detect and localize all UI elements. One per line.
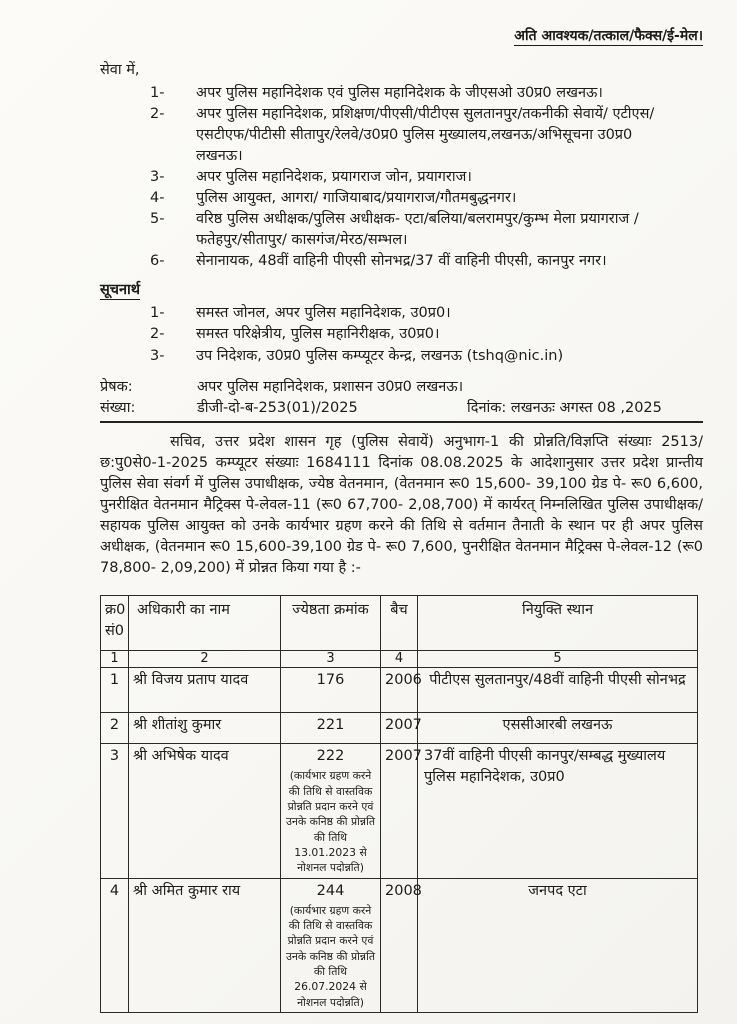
header-posting: नियुक्ति स्थान (418, 595, 698, 650)
cell-name: श्री शीतांशु कुमार (129, 713, 281, 744)
sender-row (100, 377, 703, 398)
item-text: अपर पुलिस महानिदेशक, प्रशिक्षण/पीएसी/पीटीएस सुलतानपुर/तकनीकी सेवायें/ एटीएस/एसटीएफ/पीटीसी सीतापुर/रेलवे/उ0प्र0 पुलिस मुख्यालय,लखनऊ/अभिसूचना उ0प्र0 लखनऊ। (196, 106, 655, 165)
address-list (150, 83, 703, 272)
header-serial: क्र0 सं0 (101, 595, 129, 650)
cell-posting: एससीआरबी लखनऊ (418, 713, 698, 744)
item-text: अपर पुलिस महानिदेशक, प्रयागराज जोन, प्रयागराज। (196, 169, 472, 186)
cell-seniority (281, 744, 381, 878)
cell-serial: 3 (101, 744, 129, 878)
item-text: उप निदेशक, उ0प्र0 पुलिस कम्प्यूटर केन्द्र, लखनऊ (tshq@nic.in) (196, 347, 564, 364)
item-number: 2- (150, 106, 165, 123)
cell-posting: पीटीएस सुलतानपुर/48वीं वाहिनी पीएसी सोनभद्र (418, 668, 698, 713)
number-label: संख्या: (100, 399, 136, 416)
address-item (150, 251, 703, 272)
cell-posting: जनपद एटा (418, 878, 698, 1012)
seniority-number: 176 (316, 672, 345, 689)
item-text: अपर पुलिस महानिदेशक एवं पुलिस महानिदेशक के जीएसओ उ0प्र0 लखनऊ। (196, 85, 603, 102)
seniority-note: (कार्यभार ग्रहण करने की तिथि से वास्तविक प्रोन्नति प्रदान करने एवं उनके कनिष्ठ की प्रोन्नति की तिथि 13.01.2023 से नोशनल पदोन्नति) (285, 769, 376, 875)
seniority-number: 221 (316, 717, 345, 734)
priority-text: अति आवश्यक/तत्काल/फैक्स/ई-मेल। (514, 28, 703, 44)
table-header-row (101, 595, 698, 650)
number-row (100, 398, 703, 423)
column-number-row (101, 650, 698, 668)
table-row (101, 668, 698, 713)
cell-batch: 2008 (381, 878, 418, 1012)
header-name: अधिकारी का नाम (129, 595, 281, 650)
cell-batch: 2007 (381, 713, 418, 744)
cell-batch: 2006 (381, 668, 418, 713)
item-number: 3- (150, 347, 165, 364)
address-item (150, 188, 703, 209)
sender-value: अपर पुलिस महानिदेशक, प्रशासन उ0प्र0 लखनऊ। (197, 378, 464, 395)
column-number: 4 (381, 650, 418, 668)
address-item (150, 104, 703, 167)
column-number: 2 (129, 650, 281, 668)
table-row (101, 878, 698, 1012)
item-text: सेनानायक, 48वीं वाहिनी पीएसी सोनभद्र/37 वीं वाहिनी पीएसी, कानपुर नगर। (196, 253, 607, 270)
item-number: 3- (150, 169, 165, 186)
date-value: दिनांक: लखनऊः अगस्त 08 ,2025 (467, 399, 662, 416)
address-item (150, 167, 703, 188)
item-number: 5- (150, 211, 165, 228)
cc-item (150, 346, 703, 367)
table-row (101, 713, 698, 744)
promotion-table (100, 595, 698, 1013)
item-number: 1- (150, 85, 165, 102)
address-item (150, 209, 703, 251)
item-text: समस्त जोनल, अपर पुलिस महानिदेशक, उ0प्र0। (196, 305, 451, 322)
priority-line (100, 26, 703, 46)
cell-name: श्री अमित कुमार राय (129, 878, 281, 1012)
address-item (150, 83, 703, 104)
item-text: पुलिस आयुक्त, आगरा/ गाजियाबाद/प्रयागराज/गौतमबुद्धनगर। (196, 190, 517, 207)
cc-list (150, 303, 703, 366)
cell-seniority (281, 668, 381, 713)
cell-name: श्री अभिषेक यादव (129, 744, 281, 878)
number-value: डीजी-दो-ब-253(01)/2025 (197, 399, 358, 416)
cc-heading-text: सूचनार्थ (100, 282, 141, 299)
cc-item (150, 303, 703, 324)
meta-block (100, 377, 703, 423)
sender-label: प्रेषक: (100, 378, 133, 395)
item-number: 1- (150, 305, 165, 322)
item-text: समस्त परिक्षेत्रीय, पुलिस महानिरीक्षक, उ0प्र0। (196, 326, 440, 343)
cell-serial: 2 (101, 713, 129, 744)
item-text: वरिष्ठ पुलिस अधीक्षक/पुलिस अधीक्षक- एटा/बलिया/बलरामपुर/कुम्भ मेला प्रयागराज /फतेहपुर/सीतापुर/ कासगंज/मेरठ/सम्भल। (196, 211, 639, 249)
cell-serial: 4 (101, 878, 129, 1012)
cell-seniority (281, 713, 381, 744)
item-number: 2- (150, 326, 165, 343)
cell-name: श्री विजय प्रताप यादव (129, 668, 281, 713)
column-number: 3 (281, 650, 381, 668)
header-batch: बैच (381, 595, 418, 650)
item-number: 4- (150, 190, 165, 207)
table-row (101, 744, 698, 878)
column-number: 1 (101, 650, 129, 668)
body-paragraph: सचिव, उत्तर प्रदेश शासन गृह (पुलिस सेवायें) अनुभाग-1 की प्रोन्नति/विज्ञप्ति संख्याः 2513/छ:पु0से0-1-2025 कम्प्यूटर संख्याः 1684111 दिनांक 08.08.2025 के आदेशानुसार उत्तर प्रदेश प्रान्तीय पुलिस सेवा संवर्ग में पुलिस उपाधीक्षक, ज्येष्ठ वेतनमान, (वेतनमान रू0 15,600- 39,100 ग्रेड पे- रू0 6,600, पुनरीक्षित वेतनमान मैट्रिक्स पे-लेवल-11 (रू0 67,700- 2,08,700) में कार्यरत् निम्नलिखित पुलिस उपाधीक्षक/सहायक पुलिस आयुक्त को उनके कार्यभार ग्रहण करने की तिथि से वर्तमान तैनाती के स्थान पर ही अपर पुलिस अधीक्षक, (वेतनमान रू0 15,600-39,100 ग्रेड पे- रू0 7,600, पुनरीक्षित वेतनमान मैट्रिक्स पे-लेवल-12 (रू0 78,800- 2,09,200) में प्रोन्नत किया गया है :- (100, 433, 703, 576)
seniority-number: 244 (316, 882, 345, 899)
salutation: सेवा में, (100, 62, 140, 79)
cell-batch: 2007 (381, 744, 418, 878)
cc-item (150, 324, 703, 345)
cell-serial: 1 (101, 668, 129, 713)
cc-heading (100, 280, 703, 301)
header-seniority: ज्येष्ठता क्रमांक (281, 595, 381, 650)
cell-posting: 37वीं वाहिनी पीएसी कानपुर/सम्बद्ध मुख्यालय पुलिस महानिदेशक, उ0प्र0 (418, 744, 698, 878)
seniority-note: (कार्यभार ग्रहण करने की तिथि से वास्तविक प्रोन्नति प्रदान करने एवं उनके कनिष्ठ की प्रोन्नति की तिथि 26.07.2024 से नोशनल पदोन्नति) (285, 903, 376, 1009)
seniority-number: 222 (316, 748, 345, 765)
item-number: 6- (150, 253, 165, 270)
column-number: 5 (418, 650, 698, 668)
cell-seniority (281, 878, 381, 1012)
